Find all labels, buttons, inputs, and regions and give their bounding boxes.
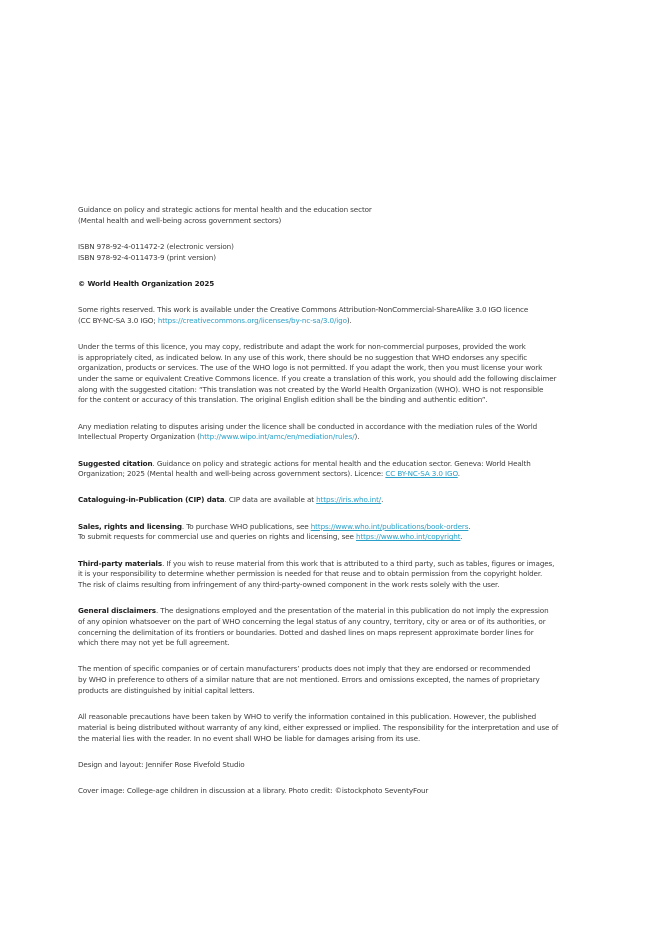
copyright-content: [78, 205, 588, 812]
isbn-electronic: ISBN 978-92-4-011472-2 (electronic version): [78, 241, 234, 251]
licence-line: for the content or accuracy of this translation. The original English edition shall be the binding and authentic edition”.: [78, 395, 488, 405]
cip-line: [78, 495, 588, 506]
cover-block: [78, 786, 588, 797]
isbn-print: ISBN 978-92-4-011473-9 (print version): [78, 252, 216, 262]
subtitle-line: (Mental health and well-being across government sectors): [78, 215, 282, 225]
third-party-line: The risk of claims resulting from infringement of any third-party-owned component in the work rests solely with the user.: [78, 579, 500, 589]
precautions-line: the material lies with the reader. In no event shall WHO be liable for damages arising from its use.: [78, 733, 421, 743]
copyright-notice: © World Health Organization 2025: [78, 278, 215, 288]
mention-line: The mention of specific companies or of certain manufacturers’ products does not imply that they are endorsed or recommended: [78, 664, 531, 674]
sales-line: [78, 532, 588, 543]
third-party-line: it is your responsibility to determine whether permission is needed for that reuse and to obtain permission from the copyright holder.: [78, 569, 543, 579]
isbn-block: [78, 242, 588, 263]
licence-line: along with the suggested citation: “This translation was not created by the World Health Organization (WHO). WHO is not responsible: [78, 384, 544, 394]
wipo-link[interactable]: http://www.wipo.int/amc/en/mediation/rules/: [199, 432, 355, 442]
licence-line: organization, products or services. The use of the WHO logo is not permitted. If you adapt the work, then you must license your work: [78, 363, 543, 373]
licence-line: under the same or equivalent Creative Commons licence. If you create a translation of this work, you should add the following disclaimer: [78, 374, 557, 384]
copyright-block: [78, 279, 588, 290]
disclaimers-line: [78, 606, 588, 617]
copyright-link[interactable]: https://www.who.int/copyright: [356, 532, 461, 542]
sales-line: [78, 522, 588, 533]
mention-block: [78, 664, 588, 696]
precautions-line: material is being distributed without warranty of any kind, either expressed or implied. The responsibility for the interpretation and use of: [78, 722, 559, 732]
sales-block: [78, 522, 588, 543]
cip-text: . CIP data are available at: [224, 495, 317, 505]
mediation-block: [78, 422, 588, 443]
citation-suffix: .: [457, 469, 460, 479]
title-line: Guidance on policy and strategic actions for mental health and the education sector: [78, 205, 372, 214]
rights-block: [78, 305, 588, 326]
citation-prefix: Organization; 2025 (Mental health and well-being across government sectors). Licence:: [78, 469, 386, 479]
disclaimers-line: which there may not yet be full agreement.: [78, 638, 230, 648]
licence-line: Under the terms of this licence, you may copy, redistribute and adapt the work for non-commercial purposes, provided the work: [78, 341, 526, 351]
rights-prefix: (CC BY-NC-SA 3.0 IGO;: [78, 315, 158, 325]
sales-text: . To purchase WHO publications, see: [181, 521, 311, 531]
disclaimers-line: of any opinion whatsoever on the part of WHO concerning the legal status of any country, territory, city or area or of its authorities, or: [78, 616, 546, 626]
third-party-text: . If you wish to reuse material from this work that is attributed to a third party, such as tables, figures or images,: [162, 558, 555, 568]
rights-suffix: ).: [346, 315, 352, 325]
licence-line: is appropriately cited, as indicated below. In any use of this work, there should be no suggestion that WHO endorses any specific: [78, 352, 528, 362]
title-block: [78, 205, 588, 226]
disclaimers-block: [78, 606, 588, 649]
licence-terms-block: [78, 342, 588, 406]
licence-link[interactable]: CC BY-NC-SA 3.0 IGO: [385, 469, 458, 479]
citation-block: [78, 459, 588, 480]
design-credit: Design and layout: Jennifer Rose Fivefold Studio: [78, 759, 245, 769]
cip-block: [78, 495, 588, 506]
mediation-suffix: ).: [354, 432, 360, 442]
third-party-line: [78, 559, 588, 570]
citation-text: . Guidance on policy and strategic actions for mental health and the education sector. Geneva: World Health: [152, 458, 531, 468]
citation-label: Suggested citation: [78, 458, 153, 468]
design-block: [78, 760, 588, 771]
creative-commons-link[interactable]: https://creativecommons.org/licenses/by-nc-sa/3.0/igo: [157, 315, 347, 325]
disclaimers-line: concerning the delimitation of its frontiers or boundaries. Dotted and dashed lines on maps represent approximate border lines for: [78, 627, 534, 637]
cip-label: Cataloguing-in-Publication (CIP) data: [78, 495, 225, 505]
rights-line: [78, 316, 588, 327]
citation-line: [78, 469, 588, 480]
disclaimers-text: . The designations employed and the presentation of the material in this publication do not imply the expression: [155, 606, 549, 616]
cover-credit: Cover image: College-age children in discussion at a library. Photo credit: ©istockphoto SeventyFour: [78, 785, 429, 795]
book-orders-link[interactable]: https://www.who.int/publications/book-orders: [310, 521, 469, 531]
precautions-block: [78, 712, 588, 744]
third-party-label: Third-party materials: [78, 558, 163, 568]
citation-line: [78, 459, 588, 470]
mediation-prefix: Intellectual Property Organization (: [78, 432, 200, 442]
iris-link[interactable]: https://iris.who.int/: [316, 495, 382, 505]
disclaimers-label: General disclaimers: [78, 606, 156, 616]
mention-line: products are distinguished by initial capital letters.: [78, 685, 255, 695]
mediation-line: Any mediation relating to disputes arising under the licence shall be conducted in accordance with the mediation rules of the World: [78, 421, 538, 431]
sales-prefix: To submit requests for commercial use and queries on rights and licensing, see: [78, 532, 357, 542]
sales-suffix: .: [468, 521, 471, 531]
rights-line: Some rights reserved. This work is available under the Creative Commons Attribution-NonCommercial-ShareAlike 3.0 IGO licence: [78, 305, 529, 315]
sales-label: Sales, rights and licensing: [78, 521, 182, 531]
mention-line: by WHO in preference to others of a similar nature that are not mentioned. Errors and omissions excepted, the names of proprietary: [78, 675, 540, 685]
precautions-line: All reasonable precautions have been taken by WHO to verify the information contained in this publication. However, the published: [78, 712, 537, 722]
third-party-block: [78, 559, 588, 591]
mediation-line: [78, 432, 588, 443]
sales-suffix: .: [460, 532, 463, 542]
cip-suffix: .: [381, 495, 384, 505]
